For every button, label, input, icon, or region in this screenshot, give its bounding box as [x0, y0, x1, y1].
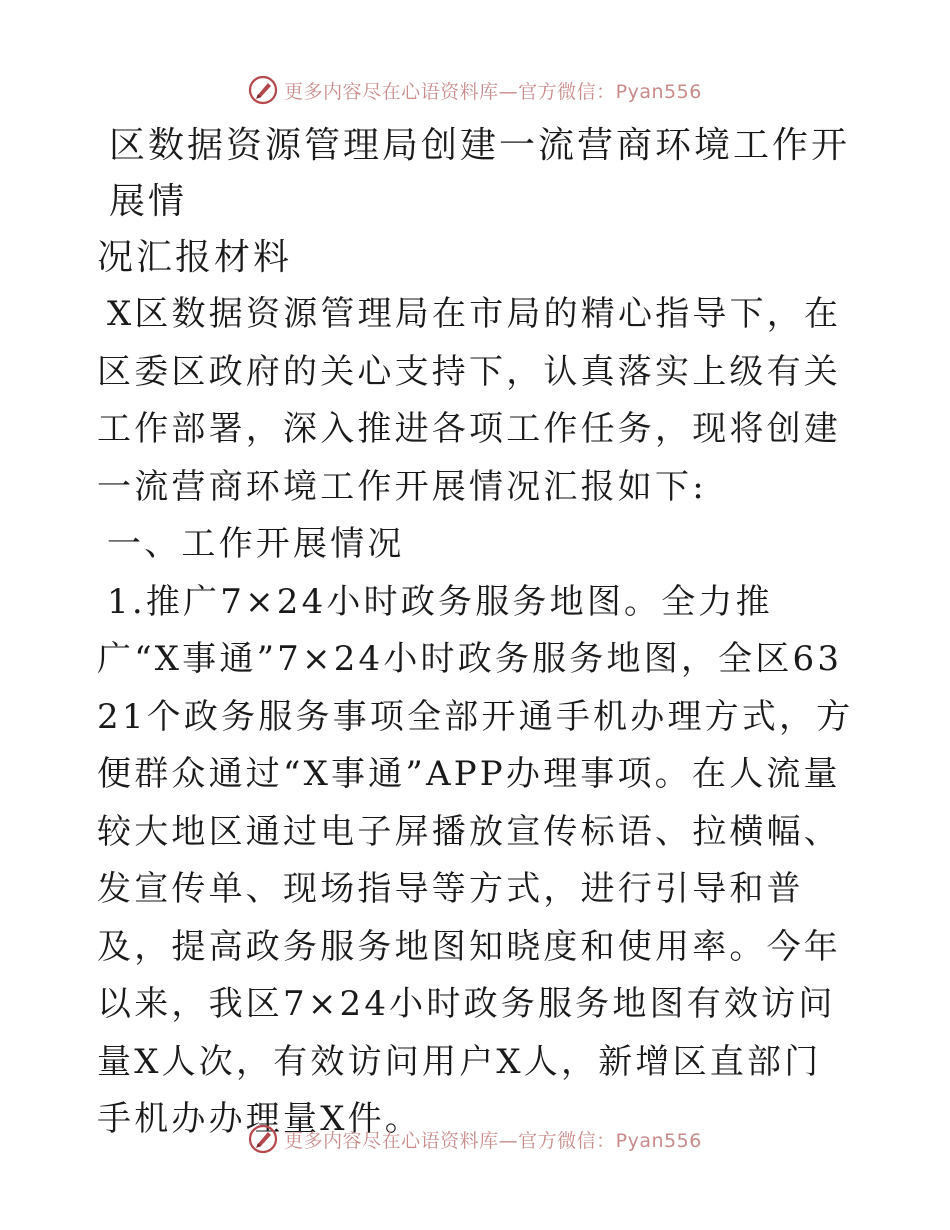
- pen-logo-icon: [248, 75, 278, 105]
- section-heading: 一、工作开展情况: [107, 524, 405, 564]
- document-title: [97, 118, 857, 286]
- title-line-2: 况汇报材料: [97, 237, 293, 278]
- document-body: [97, 118, 857, 1149]
- watermark-text: 更多内容尽在心语资料库—官方微信：Pyan556: [284, 1129, 702, 1152]
- watermark-banner-top: [0, 70, 950, 110]
- watermark-banner-bottom: [0, 1119, 950, 1159]
- watermark-text: 更多内容尽在心语资料库—官方微信：Pyan556: [284, 80, 702, 103]
- item-paragraph-1: 1.推广7×24小时政务服务地图。全力推广“X事通”7×24小时政务服务地图，全区6321个政务服务事项全部开通手机办理方式，方便群众通过“X事通”APP办理事项。在人流量较大地区通过电子屏播放宣传标语、拉横幅、发宣传单、现场指导等方式，进行引导和普及，提高政务服务地图知晓度和使用率。今年以来，我区7×24小时政务服务地图有效访问量X人次，有效访问用户X人，新增区直部门手机办办理量X件。: [97, 581, 854, 1139]
- pen-logo-icon: [248, 1124, 278, 1154]
- title-line-1: 区数据资源管理局创建一流营商环境工作开展情: [109, 125, 851, 222]
- intro-paragraph: X区数据资源管理局在市局的精心指导下，在区委区政府的关心支持下，认真落实上级有关工作部署，深入推进各项工作任务，现将创建一流营商环境工作开展情况汇报如下:: [97, 294, 842, 507]
